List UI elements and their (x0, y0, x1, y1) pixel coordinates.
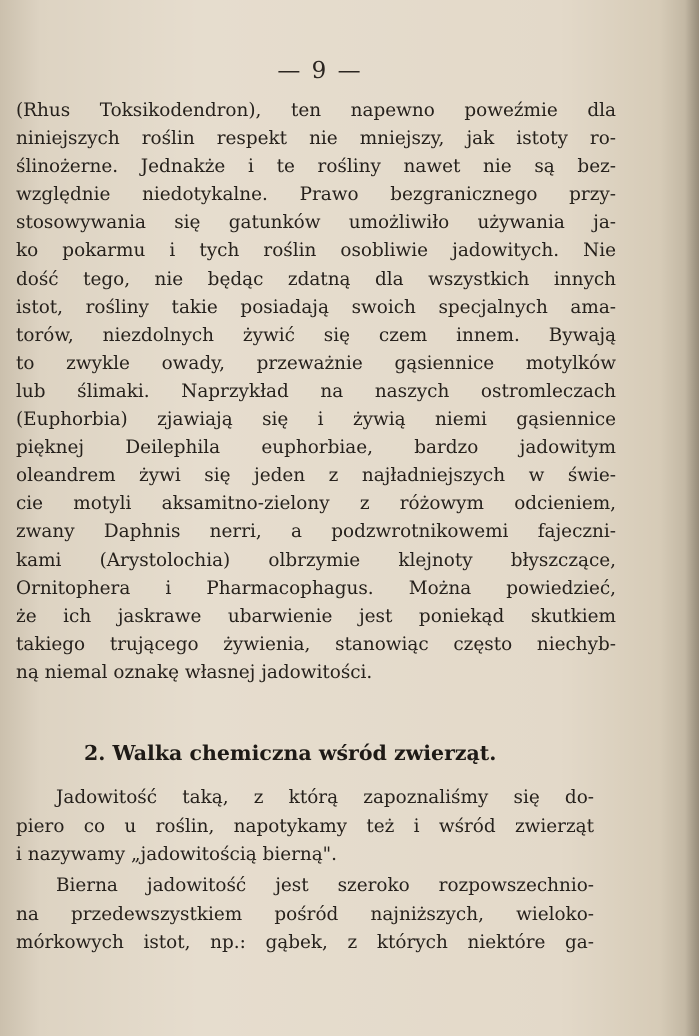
paragraph-1 (16, 97, 616, 687)
text-line: lub ślimaki. Naprzykład na naszych ostromleczach (16, 380, 616, 402)
text-line: (Rhus Toksikodendron), ten napewno poweźmie dla (16, 100, 616, 121)
text-line: istot, rośliny takie posiadają swoich specjalnych ama- (16, 296, 616, 318)
text-line: (Euphorbia) zjawiają się i żywią niemi gąsiennice (16, 409, 616, 431)
text-line: takiego trującego żywienia, stanowiąc często niechyb- (16, 633, 616, 655)
text-line: że ich jaskrawe ubarwienie jest poniekąd skutkiem (16, 605, 616, 627)
text-line: cie motyli aksamitno-zielony z różowym odcieniem, (16, 493, 616, 515)
text-line: ślinożerne. Jednakże i te rośliny nawet nie są bez- (16, 156, 616, 178)
text-line: piero co u roślin, napotykamy też i wśród zwierząt (16, 815, 594, 837)
text-line: i nazywamy „jadowitością bierną". (16, 844, 337, 866)
text-line: niniejszych roślin respekt nie mniejszy, jak istoty ro- (16, 128, 616, 150)
text-line: kami (Arystolochia) olbrzymie klejnoty błyszczące, (16, 549, 616, 571)
text-line: stosowywania się gatunków umożliwiło używania ja- (16, 212, 616, 234)
text-line: Jadowitość taką, z którą zapoznaliśmy się do- (56, 787, 594, 808)
text-line: pięknej Deilephila euphorbiae, bardzo jadowitym (16, 437, 616, 459)
text-line: na przedewszystkiem pośród najniższych, wieloko- (16, 903, 594, 925)
text-line: mórkowych istot, np.: gąbek, z których niektóre ga- (16, 932, 594, 954)
text-line: dość tego, nie będąc zdatną dla wszystkich innych (16, 268, 616, 290)
section-heading: 2. Walka chemiczna wśród zwierząt. (84, 741, 497, 765)
text-line: to zwykle owady, przeważnie gąsiennice motylków (16, 352, 616, 374)
paragraph-2 (16, 784, 594, 870)
text-line: Ornitophera i Pharmacophagus. Można powiedzieć, (16, 577, 616, 599)
paragraph-3 (16, 872, 594, 958)
text-line: względnie niedotykalne. Prawo bezgranicznego przy- (16, 184, 616, 206)
text-line: torów, niezdolnych żywić się czem innem. Bywają (16, 324, 616, 346)
text-line: ko pokarmu i tych roślin osobliwie jadowitych. Nie (16, 240, 616, 262)
page-number: — 9 — (277, 58, 363, 84)
text-line: ną niemal oznakę własnej jadowitości. (16, 661, 373, 683)
text-line: Bierna jadowitość jest szeroko rozpowszechnio- (56, 875, 594, 896)
text-line: zwany Daphnis nerri, a podzwrotnikowemi fajeczni- (16, 521, 616, 543)
text-line: oleandrem żywi się jeden z najładniejszych w świe- (16, 465, 616, 487)
